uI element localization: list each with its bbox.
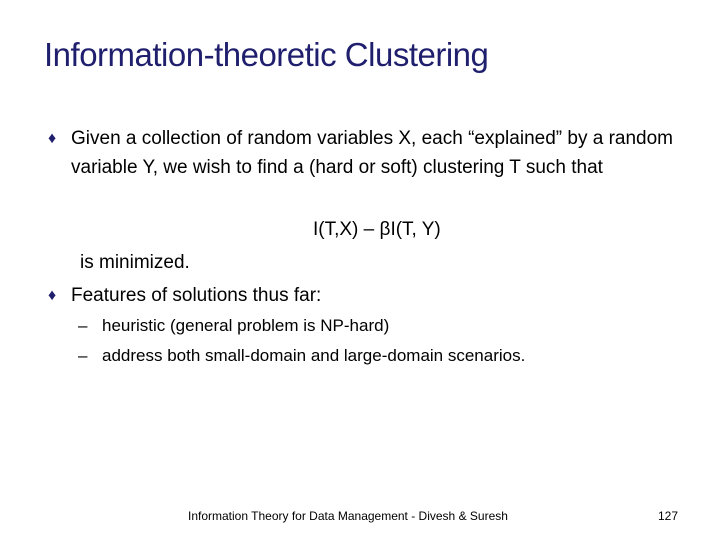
- page-number: 127: [658, 509, 679, 523]
- formula-note: is minimized.: [80, 252, 190, 273]
- sub-bullet-text: heuristic (general problem is NP-hard): [102, 316, 390, 335]
- footer: Information Theory for Data Management - Divesh & Suresh: [188, 509, 508, 523]
- formula: I(T,X) – βI(T, Y): [313, 219, 441, 240]
- diamond-bullet-icon: ♦: [48, 287, 57, 304]
- bullet-text: Given a collection of random variables X, each “explained” by a random variable Y, we wish to find a (hard or soft) clustering T such that: [71, 128, 673, 178]
- slide-title: Information-theoretic Clustering: [44, 36, 489, 73]
- sub-bullet-text: address both small-domain and large-domain scenarios.: [102, 346, 526, 365]
- dash-bullet-icon: –: [78, 316, 88, 335]
- diamond-bullet-icon: ♦: [48, 130, 57, 147]
- dash-bullet-icon: –: [78, 346, 88, 365]
- bullet-text: Features of solutions thus far:: [71, 285, 322, 306]
